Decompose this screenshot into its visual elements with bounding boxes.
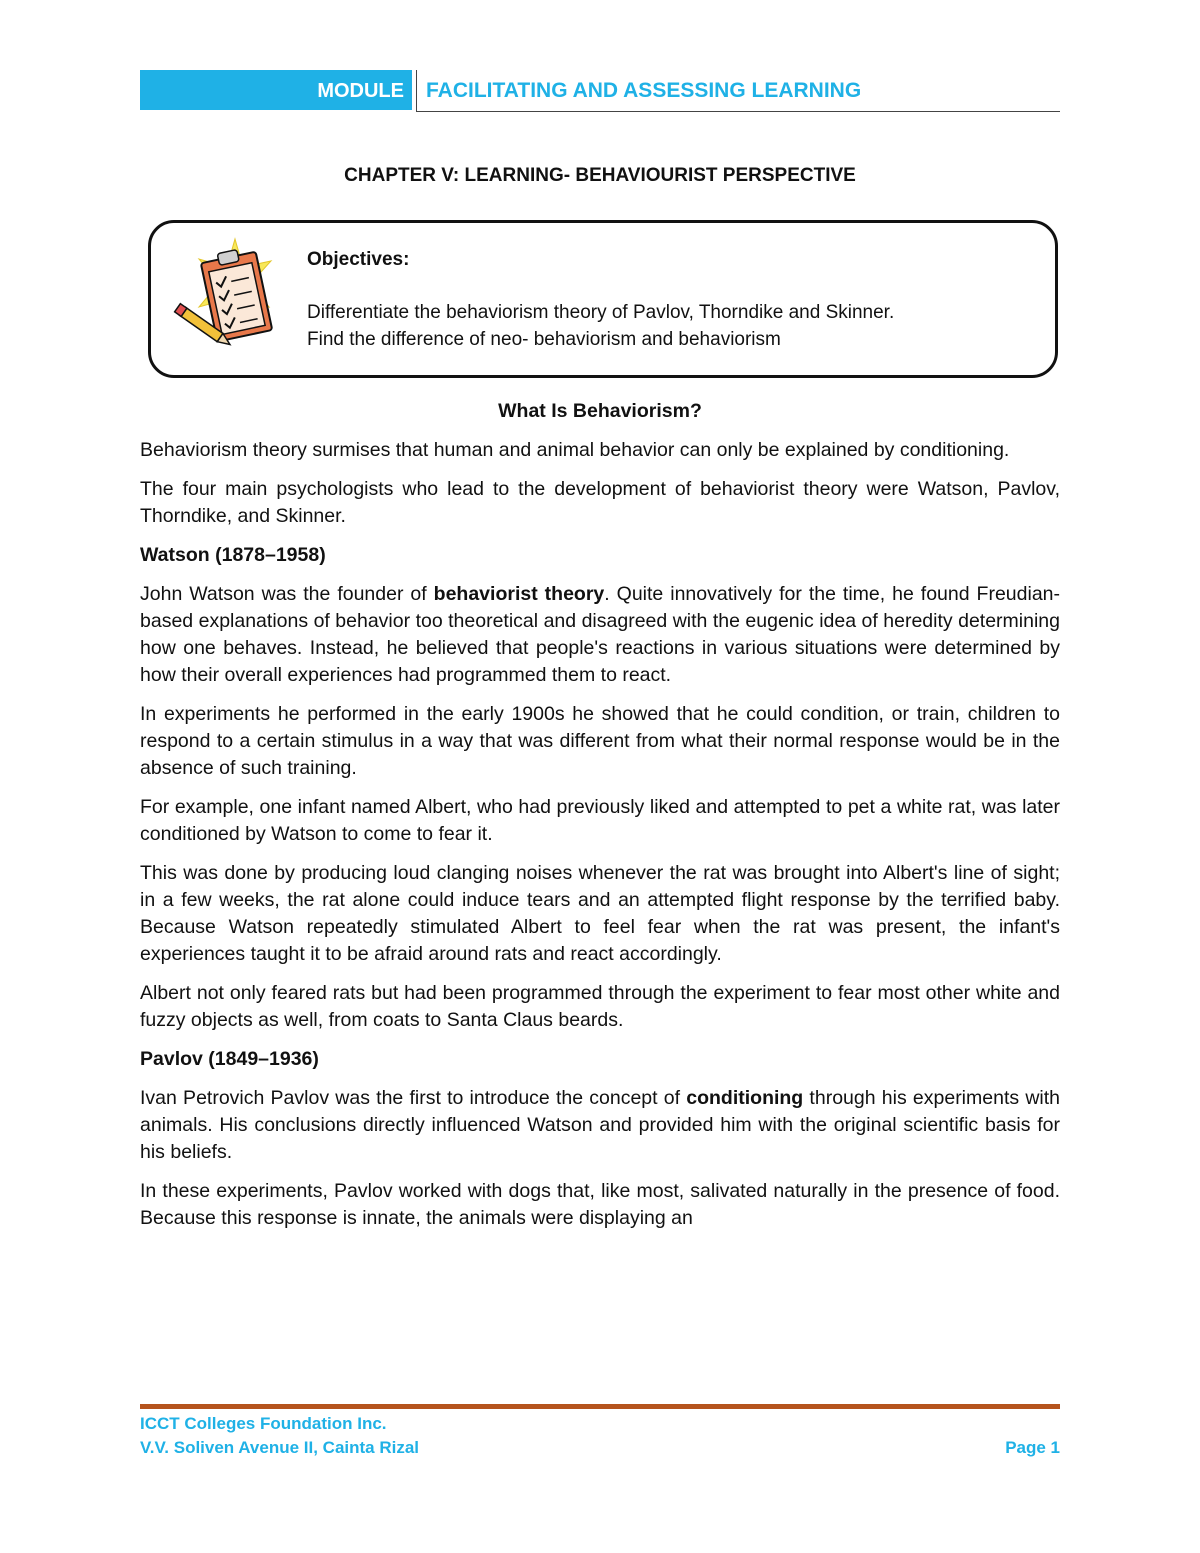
chapter-title: CHAPTER V: LEARNING- BEHAVIOURIST PERSPECTIVE xyxy=(344,165,856,186)
footer-institution: ICCT Colleges Foundation Inc. xyxy=(140,1414,387,1433)
module-label: MODULE xyxy=(140,70,412,110)
objective-item: Find the difference of neo- behaviorism and behaviorism xyxy=(307,329,781,350)
paragraph: The four main psychologists who lead to the development of behaviorist theory were Watson, Pavlov, Thorndike, and Skinner. xyxy=(140,478,1060,527)
header-divider xyxy=(416,70,417,112)
clipboard-checklist-icon xyxy=(165,237,295,357)
footer-address: V.V. Soliven Avenue II, Cainta Rizal xyxy=(140,1438,420,1457)
paragraph: Albert not only feared rats but had been programmed through the experiment to fear most other white and fuzzy objects as well, from coats to Santa Claus beards. xyxy=(140,982,1060,1031)
text-run: John Watson was the founder of xyxy=(140,583,434,605)
header-underline xyxy=(416,111,1060,112)
text-run: through his experiments with animals. His conclusions directly influenced Watson and provided him with the original scientific basis for his beliefs. xyxy=(140,1087,1060,1163)
module-title: FACILITATING AND ASSESSING LEARNING xyxy=(426,79,862,102)
footer-rule xyxy=(140,1404,1060,1409)
text-run: . Quite innovatively for the time, he found Freudian-based explanations of behavior too theoretical and disagreed with the eugenic idea of heredity determining how one behaves. Instead, he believed that people's reactions in various situations were determined by how their overall experiences had programmed them to react. xyxy=(140,583,1061,686)
pavlov-heading: Pavlov (1849–1936) xyxy=(140,1048,319,1070)
bold-term: behaviorist theory xyxy=(433,583,605,605)
paragraph: This was done by producing loud clanging noises whenever the rat was brought into Albert's line of sight; in a few weeks, the rat alone could induce tears and an attempted flight response by the terrified baby. Because Watson repeatedly stimulated Albert to feel fear when the rat was present, the infant's experiences taught it to be afraid around rats and react accordingly. xyxy=(140,862,1060,965)
objective-item: Differentiate the behaviorism theory of Pavlov, Thorndike and Skinner. xyxy=(307,302,895,323)
bold-term: conditioning xyxy=(686,1087,804,1109)
paragraph: In experiments he performed in the early 1900s he showed that he could condition, or train, children to respond to a certain stimulus in a way that was different from what their normal response would be in the absence of such training. xyxy=(140,703,1060,779)
paragraph: For example, one infant named Albert, who had previously liked and attempted to pet a white rat, was later conditioned by Watson to come to fear it. xyxy=(140,796,1060,845)
paragraph xyxy=(140,581,1060,689)
paragraph: In these experiments, Pavlov worked with dogs that, like most, salivated naturally in the presence of food. Because this response is innate, the animals were displaying an xyxy=(140,1180,1060,1229)
paragraph xyxy=(140,1085,1060,1166)
page-number: Page 1 xyxy=(1005,1438,1060,1457)
section-heading: What Is Behaviorism? xyxy=(498,400,702,422)
document-body xyxy=(140,398,1060,1244)
paragraph: Behaviorism theory surmises that human and animal behavior can only be explained by conditioning. xyxy=(140,439,1010,461)
text-run: Ivan Petrovich Pavlov was the first to introduce the concept of xyxy=(140,1087,687,1109)
module-header xyxy=(140,70,1060,112)
watson-heading: Watson (1878–1958) xyxy=(140,544,326,566)
objectives-heading: Objectives: xyxy=(307,249,410,270)
objectives-box xyxy=(148,220,1058,378)
objectives-list xyxy=(307,299,894,353)
